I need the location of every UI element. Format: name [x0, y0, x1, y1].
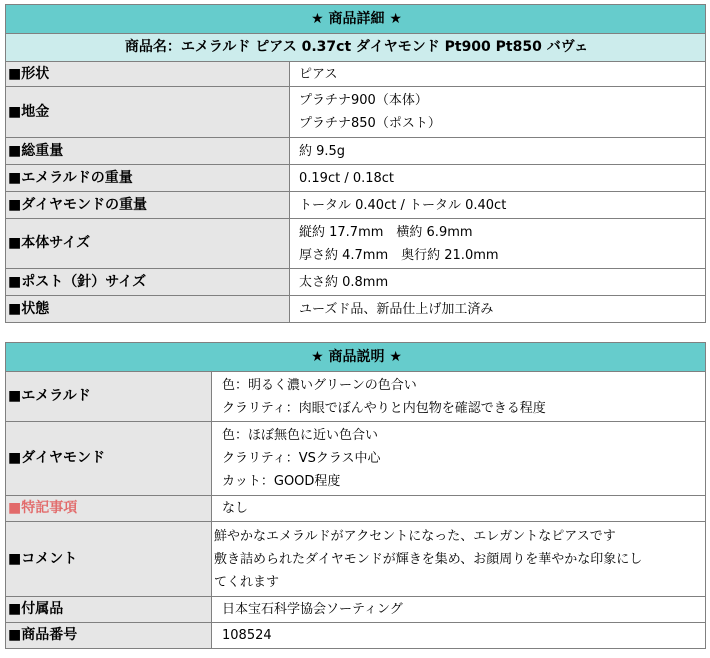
- row-label-emerald-weight: ■エメラルドの重量: [6, 165, 290, 192]
- value-line: 鮮やかなエメラルドがアクセントになった、エレガントなピアスです: [214, 528, 616, 544]
- row-value-emerald: [212, 372, 706, 422]
- row-value-comment: [212, 522, 706, 597]
- value-line: 108524: [222, 628, 272, 643]
- row-value-accessories: [212, 597, 706, 623]
- value-line: カット：GOOD程度: [222, 474, 341, 489]
- description-header-row: [6, 343, 706, 372]
- value-line: 厚さ約 4.7mm 奥行約 21.0mm: [299, 247, 499, 263]
- value-line: 約 9.5g: [299, 143, 346, 159]
- table-row: [6, 422, 706, 496]
- value-line: ユーズド品、新品仕上げ加工済み: [299, 301, 494, 317]
- value-line: トータル 0.40ct / トータル 0.40ct: [299, 197, 507, 213]
- value-line: 0.19ct / 0.18ct: [299, 170, 395, 186]
- row-value-total-weight: [290, 138, 706, 165]
- row-label-metal: ■地金: [6, 87, 290, 138]
- table-row: [6, 496, 706, 522]
- product-name-row: [6, 34, 706, 62]
- row-label-emerald: ■エメラルド: [6, 372, 212, 422]
- row-value-diamond-weight: [290, 192, 706, 219]
- row-value-metal: [290, 87, 706, 138]
- row-value-condition: [290, 296, 706, 323]
- row-label-diamond-weight: ■ダイヤモンドの重量: [6, 192, 290, 219]
- product-name: 商品名：エメラルド ピアス 0.37ct ダイヤモンド Pt900 Pt850 バヴェ: [6, 34, 706, 62]
- table-row: [6, 623, 706, 649]
- row-label-diamond: ■ダイヤモンド: [6, 422, 212, 496]
- table-row: [6, 296, 706, 323]
- table-row: [6, 138, 706, 165]
- table-row: [6, 372, 706, 422]
- value-line: 敷き詰められたダイヤモンドが輝きを集め、お顔周りを華やかな印象にし: [214, 551, 643, 567]
- row-label-special-notes: ■特記事項: [6, 496, 212, 522]
- value-line: 色：明るく濃いグリーンの色合い: [222, 377, 417, 393]
- value-line: ピアス: [299, 66, 338, 82]
- row-label-total-weight: ■総重量: [6, 138, 290, 165]
- value-line: プラチナ850（ポスト）: [299, 116, 441, 131]
- product-details-table: [5, 4, 706, 323]
- table-row: [6, 192, 706, 219]
- row-value-diamond: [212, 422, 706, 496]
- value-line: てくれます: [214, 574, 280, 590]
- row-label-condition: ■状態: [6, 296, 290, 323]
- row-value-body-size: [290, 219, 706, 269]
- table-row: [6, 62, 706, 87]
- row-label-comment: ■コメント: [6, 522, 212, 597]
- table-row: [6, 269, 706, 296]
- value-line: 縦約 17.7mm 横約 6.9mm: [299, 224, 473, 240]
- product-description-table: [5, 342, 706, 649]
- row-label-product-number: ■商品番号: [6, 623, 212, 649]
- row-value-shape: [290, 62, 706, 87]
- value-line: プラチナ900（本体）: [299, 93, 428, 108]
- table-row: [6, 87, 706, 138]
- row-label-post-size: ■ポスト（針）サイズ: [6, 269, 290, 296]
- row-value-post-size: [290, 269, 706, 296]
- details-header-row: [6, 5, 706, 34]
- row-label-shape: ■形状: [6, 62, 290, 87]
- table-row: [6, 597, 706, 623]
- value-line: 太さ約 0.8mm: [299, 274, 389, 290]
- row-value-emerald-weight: [290, 165, 706, 192]
- table-row: [6, 219, 706, 269]
- row-value-product-number: [212, 623, 706, 649]
- row-label-body-size: ■本体サイズ: [6, 219, 290, 269]
- value-line: なし: [222, 501, 249, 516]
- details-header: ★ 商品詳細 ★: [6, 5, 706, 34]
- value-line: 色：ほぼ無色に近い色合い: [222, 428, 379, 443]
- row-value-special-notes: [212, 496, 706, 522]
- description-header: ★ 商品説明 ★: [6, 343, 706, 372]
- row-label-accessories: ■付属品: [6, 597, 212, 623]
- value-line: クラリティ：VSクラス中心: [222, 451, 381, 466]
- table-row: [6, 522, 706, 597]
- value-line: クラリティ：肉眼でぼんやりと内包物を確認できる程度: [222, 400, 546, 416]
- value-line: 日本宝石科学協会ソーティング: [222, 602, 403, 617]
- table-row: [6, 165, 706, 192]
